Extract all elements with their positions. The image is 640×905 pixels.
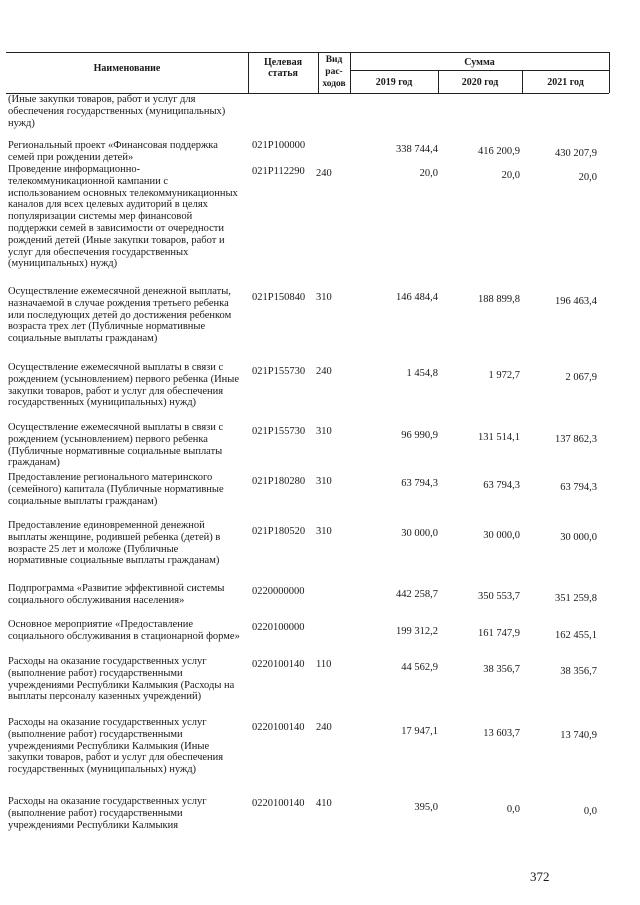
row-2021: 38 356,7	[560, 666, 597, 677]
header-vid: Вид рас-ходов	[322, 55, 346, 89]
row-2019: 1 454,8	[406, 368, 438, 379]
row-name: Осуществление ежемесячной выплаты в связи с рождением (усыновлением) первого ребенка (Публичные нормативные социальные выплаты гражданам)	[8, 422, 224, 469]
row-name: Расходы на оказание государственных услуг (выполнение работ) государственными учреждениями Республики Калмыкия	[8, 796, 207, 831]
row-2020: 13 603,7	[483, 728, 520, 739]
row-2021: 2 067,9	[565, 372, 597, 383]
row-2020: 38 356,7	[483, 664, 520, 675]
row-name: Подпрограмма «Развитие эффективной системы социального обслуживания населения»	[8, 583, 225, 606]
header-name: Наименование	[93, 63, 161, 74]
row-code: 0220100000	[252, 622, 305, 633]
header-top-rule	[6, 52, 609, 53]
row-code: 021P180520	[252, 526, 306, 537]
header-divider	[248, 52, 249, 93]
row-2019: 146 484,4	[396, 292, 438, 303]
header-sum: Сумма	[464, 57, 495, 68]
row-2019: 20,0	[419, 168, 438, 179]
row-vid: 240	[316, 366, 332, 377]
row-vid: 410	[316, 798, 332, 809]
row-name: Осуществление ежемесячной выплаты в связи с рождением (усыновлением) первого ребенка (Иные закупки товаров, работ и услуг для обеспечения государственных (муниципальных) нужд)	[8, 362, 239, 409]
row-code: 021P155730	[252, 366, 306, 377]
row-vid: 110	[316, 659, 332, 670]
row-2019: 63 794,3	[401, 478, 438, 489]
row-name: (Иные закупки товаров, работ и услуг для обеспечения государственных (муниципальных) нужд)	[8, 94, 226, 129]
row-vid: 240	[316, 722, 332, 733]
row-2020: 30 000,0	[483, 530, 520, 541]
row-code: 021P100000	[252, 140, 306, 151]
row-code: 021P112290	[252, 166, 305, 177]
row-2020: 20,0	[501, 170, 520, 181]
row-name: Предоставление единовременной денежной выплаты женщине, родившей ребенка (детей) в возрасте 25 лет и моложе (Публичные нормативные социальные выплаты гражданам)	[8, 520, 221, 567]
row-2019: 442 258,7	[396, 589, 438, 600]
sum-sub-rule	[350, 70, 609, 71]
row-2020: 0,0	[506, 804, 520, 815]
row-code: 021P155730	[252, 426, 306, 437]
row-vid: 310	[316, 526, 332, 537]
row-2019: 17 947,1	[401, 726, 438, 737]
header-2021: 2021 год	[547, 77, 584, 88]
row-name: Проведение информационно-телекоммуникационной кампании с использованием основных телекоммуникационных каналов для всех целевых аудиторий в целях популяризации системы мер финансовой поддержки семей в зависимости от очередности рождений детей (Иные закупки товаров, работ и услуг для обеспечения государственных (муниципальных) нужд)	[8, 164, 238, 270]
row-name: Осуществление ежемесячной денежной выплаты, назначаемой в случае рождения третьего ребенка или последующих детей до достижения ребенком возраста трех лет (Публичные нормативные социальные выплаты гражданам)	[8, 286, 232, 345]
row-code: 0220100140	[252, 659, 305, 670]
row-2019: 30 000,0	[401, 528, 438, 539]
row-2021: 196 463,4	[555, 296, 597, 307]
row-2020: 350 553,7	[478, 591, 520, 602]
row-2021: 20,0	[578, 172, 597, 183]
row-2021: 351 259,8	[555, 593, 597, 604]
row-2021: 430 207,9	[555, 148, 597, 159]
page-number: 372	[530, 869, 550, 884]
row-code: 0220000000	[252, 586, 305, 597]
row-2021: 63 794,3	[560, 482, 597, 493]
row-2020: 161 747,9	[478, 628, 520, 639]
row-2020: 1 972,7	[488, 370, 520, 381]
row-name: Расходы на оказание государственных услуг (выполнение работ) государственными учреждениями Республики Калмыкия (Иные закупки товаров, работ и услуг для обеспечения государственных (муниципальных) нужд)	[8, 717, 224, 776]
row-2021: 137 862,3	[555, 434, 597, 445]
row-vid: 310	[316, 426, 332, 437]
row-2021: 162 455,1	[555, 630, 597, 641]
row-2019: 44 562,9	[401, 662, 438, 673]
row-code: 0220100140	[252, 798, 305, 809]
row-2020: 188 899,8	[478, 294, 520, 305]
row-2021: 13 740,9	[560, 730, 597, 741]
row-2020: 131 514,1	[478, 432, 520, 443]
row-vid: 240	[316, 168, 332, 179]
row-name: Региональный проект «Финансовая поддержка семей при рождении детей»	[8, 140, 218, 163]
row-name: Основное мероприятие «Предоставление социального обслуживания в стационарной форме»	[8, 619, 240, 642]
row-code: 021P150840	[252, 292, 306, 303]
header-2019: 2019 год	[375, 77, 413, 88]
row-vid: 310	[316, 476, 332, 487]
row-name: Расходы на оказание государственных услуг (выполнение работ) государственными учреждениями Республики Калмыкия (Расходы на выплаты персоналу казенных учреждений)	[8, 656, 235, 703]
row-vid: 310	[316, 292, 332, 303]
row-2019: 199 312,2	[396, 626, 438, 637]
row-2021: 0,0	[583, 806, 597, 817]
row-code: 021P180280	[252, 476, 306, 487]
header-target: Целевая статья	[263, 57, 303, 79]
row-code: 0220100140	[252, 722, 305, 733]
row-2020: 416 200,9	[478, 146, 520, 157]
row-2020: 63 794,3	[483, 480, 520, 491]
header-2020: 2020 год	[461, 77, 499, 88]
row-name: Предоставление регионального материнского (семейного) капитала (Публичные нормативные социальные выплаты гражданам)	[8, 472, 224, 507]
row-2019: 395,0	[414, 802, 438, 813]
row-2019: 96 990,9	[401, 430, 438, 441]
row-2019: 338 744,4	[396, 144, 438, 155]
header-divider	[609, 52, 610, 93]
row-2021: 30 000,0	[560, 532, 597, 543]
